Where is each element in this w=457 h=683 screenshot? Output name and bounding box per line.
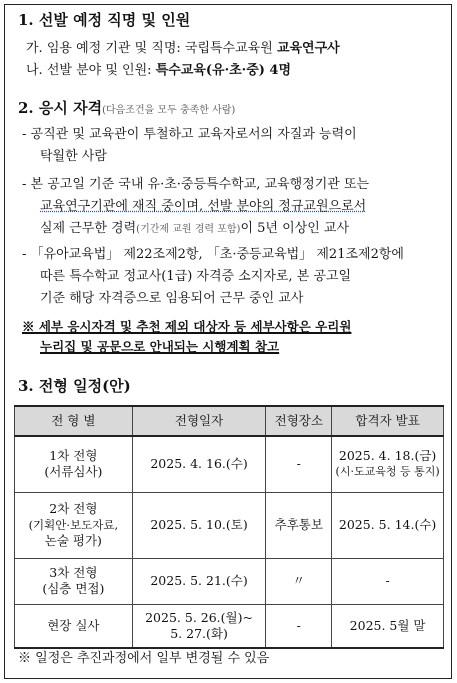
qualification-item-2-cont2: 실제 근무한 경력(기간제 교원 경력 포함)이 5년 이상인 교사 <box>40 221 350 236</box>
qualification-item-2-cont: 교육연구기관에 재직 중이며, 선발 분야의 정규교원으로서 <box>40 199 367 214</box>
qualification-item-1: - 공직관 및 교육관이 투철하고 교육자로서의 자질과 능력이 <box>22 127 357 142</box>
qualification-item-3-cont: 따른 특수학교 정교사(1급) 자격증 소지자로, 본 공고일 <box>40 269 352 284</box>
table-row <box>15 558 444 604</box>
qualification-item-3-cont2: 기준 해당 자격증으로 임용되어 근무 중인 교사 <box>40 291 304 306</box>
table-header-stage: 전 형 별 <box>15 406 133 436</box>
table-cell-date: 2025. 5. 10.(토) <box>132 492 266 558</box>
table-row <box>15 604 444 648</box>
table-row <box>15 492 444 558</box>
schedule-table <box>14 405 444 649</box>
table-cell-stage: 2차 전형 (기획안·보도자료, 논술 평가) <box>15 492 133 558</box>
table-cell-result: 2025. 5월 말 <box>332 604 444 648</box>
section3-title: 3. 전형 일정(안) <box>18 377 131 395</box>
table-cell-result: 2025. 5. 14.(수) <box>332 492 444 558</box>
qualification-item-2: - 본 공고일 기준 국내 유·초·중등특수학교, 교육행정기관 또는 <box>22 177 370 192</box>
qualification-item-1-cont: 탁월한 사람 <box>40 149 107 164</box>
table-cell-place: - <box>266 436 332 492</box>
qualification-note-cont: 누리집 및 공문으로 안내되는 시행계획 참고 <box>40 339 280 354</box>
table-cell-place: 추후통보 <box>266 492 332 558</box>
table-header-row <box>15 406 444 436</box>
table-cell-stage: 1차 전형 (서류심사) <box>15 436 133 492</box>
table-cell-date: 2025. 4. 16.(수) <box>132 436 266 492</box>
qualification-note: ※ 세부 응시자격 및 추천 제외 대상자 등 세부사항은 우리원 <box>22 319 352 334</box>
table-row <box>15 436 444 492</box>
table-cell-result: 2025. 4. 18.(금) (시·도교육청 등 통지) <box>332 436 444 492</box>
table-cell-stage: 현장 실사 <box>15 604 133 648</box>
schedule-footnote: ※ 일정은 추진과정에서 일부 변경될 수 있음 <box>18 651 270 666</box>
section2-title: 2. 응시 자격(다음조건을 모두 충족한 사람) <box>18 99 236 117</box>
table-header-result: 합격자 발표 <box>332 406 444 436</box>
section1-item-a: 가. 임용 예정 기관 및 직명: 국립특수교육원 교육연구사 <box>26 41 340 56</box>
table-header-place: 전형장소 <box>266 406 332 436</box>
table-cell-stage: 3차 전형 (심층 면접) <box>15 558 133 604</box>
qualification-item-3: - 「유아교육법」 제22조제2항, 「초·중등교육법」 제21조제2항에 <box>22 247 404 262</box>
section1-title: 1. 선발 예정 직명 및 인원 <box>18 11 191 29</box>
table-cell-place: 〃 <box>266 558 332 604</box>
section1-item-b: 나. 선발 분야 및 인원: 특수교육(유·초·중) 4명 <box>26 63 292 78</box>
table-cell-date: 2025. 5. 26.(월)~ 5. 27.(화) <box>132 604 266 648</box>
table-header-date: 전형일자 <box>132 406 266 436</box>
table-cell-place: - <box>266 604 332 648</box>
table-cell-result: - <box>332 558 444 604</box>
table-cell-date: 2025. 5. 21.(수) <box>132 558 266 604</box>
